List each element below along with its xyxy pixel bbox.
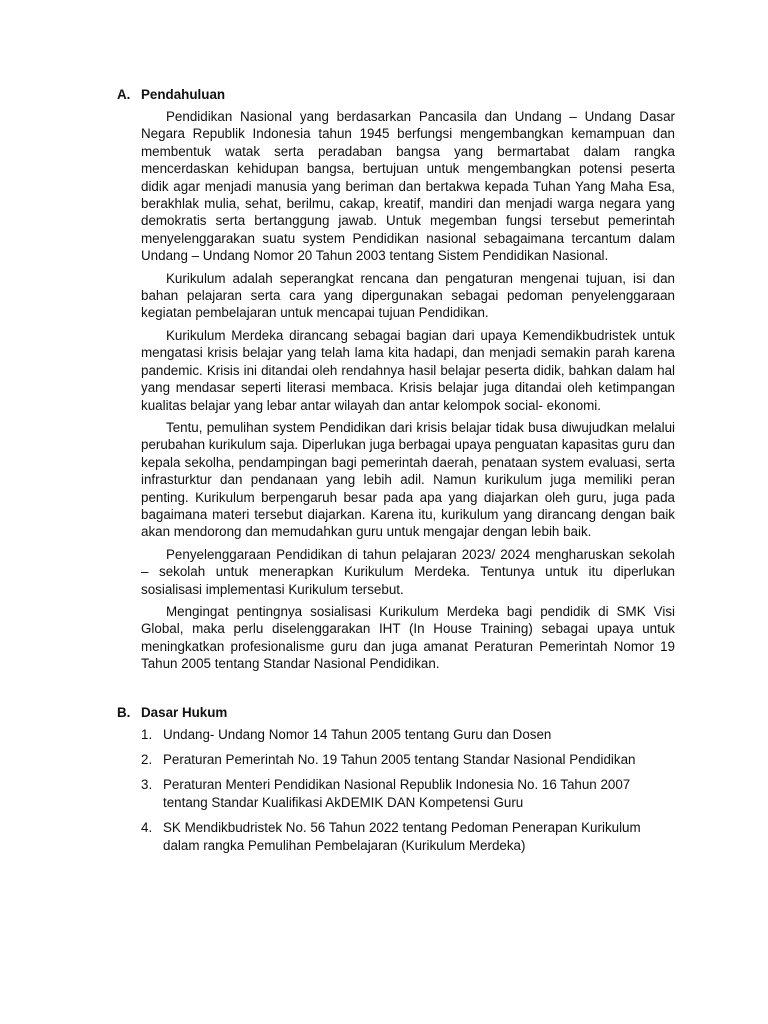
list-item-number: 3. (141, 777, 153, 793)
list-item-number: 4. (141, 820, 153, 836)
paragraph: Pendidikan Nasional yang berdasarkan Pancasila dan Undang – Undang Dasar Negara Republik Indonesia tahun 1945 berfungsi mengembangkan kemampuan dan membentuk watak serta peradaban bangsa yang bermartabat dalam rangka mencerdaskan kehidupan bangsa, bertujuan untuk mengembangkan potensi peserta didik agar menjadi manusia yang beriman dan bertakwa kepada Tuhan Yang Maha Esa, berakhlak mulia, sehat, berilmu, cakap, kreatif, mandiri dan menjadi warga negara yang demokratis serta bertanggung jawab. Untuk megemban fungsi tersebut pemerintah menyelenggarakan suatu system Pendidikan nasional sebagaimana tercantum dalam Undang – Undang Nomor 20 Tahun 2003 tentang Sistem Pendidikan Nasional. (141, 109, 675, 264)
legal-basis-list (141, 726, 675, 854)
list-item-number: 2. (141, 752, 153, 767)
list-item-number: 1. (141, 726, 153, 742)
section-heading-pendahuluan (117, 86, 675, 103)
section-body (141, 726, 675, 854)
section-title: Dasar Hukum (141, 704, 228, 720)
section-letter: A. (117, 87, 131, 102)
paragraph: Tentu, pemulihan system Pendidikan dari krisis belajar tidak busa diwujudkan melalui perubahan kurikulum saja. Diperlukan juga berbagai upaya penguatan kapasitas guru dan kepala sekolha, pendampingan bagi pemerintah daerah, penataan system evaluasi, serta infrasturktur dan pendanaan yang lebih adil. Namun kurikulum juga memiliki peran penting. Kurikulum berpengaruh besar pada apa yang diajarkan oleh guru, juga pada bagaimana materi tersebut diajarkan. Karena itu, kurikulum yang dirancang dengan baik akan mendorong dan memudahkan guru untuk mengajar dengan lebih baik. (141, 419, 675, 540)
list-item-text: SK Mendikbudristek No. 56 Tahun 2022 tentang Pedoman Penerapan Kurikulum dalam rangka Pemulihan Pembelajaran (Kurikulum Merdeka) (163, 820, 641, 853)
list-item-text: Peraturan Menteri Pendidikan Nasional Republik Indonesia No. 16 Tahun 2007 tentang Standar Kualifikasi AkDEMIK DAN Kompetensi Guru (163, 777, 631, 810)
section-dasar-hukum (117, 704, 675, 854)
list-item-text: Undang- Undang Nomor 14 Tahun 2005 tentang Guru dan Dosen (163, 726, 552, 742)
list-item (141, 819, 675, 854)
paragraph: Mengingat pentingnya sosialisasi Kurikulum Merdeka bagi pendidik di SMK Visi Global, maka perlu diselenggarakan IHT (In House Training) sebagai upaya untuk meningkatkan profesionalisme guru dan juga amanat Peraturan Pemerintah Nomor 19 Tahun 2005 tentang Standar Nasional Pendidikan. (141, 603, 675, 672)
section-heading-dasar-hukum (117, 704, 675, 721)
list-item (141, 726, 675, 743)
paragraph: Penyelenggaraan Pendidikan di tahun pelajaran 2023/ 2024 mengharuskan sekolah – sekolah untuk menerapkan Kurikulum Merdeka. Tentunya untuk itu diperlukan sosialisasi implementasi Kurikulum tersebut. (141, 546, 675, 597)
paragraph: Kurikulum adalah seperangkat rencana dan pengaturan mengenai tujuan, isi dan bahan pelajaran serta cara yang dipergunakan sebagai pedoman penyelenggaraan kegiatan pembelajaran untuk mencapai tujuan Pendidikan. (141, 270, 675, 321)
section-pendahuluan (117, 86, 675, 673)
section-letter: B. (117, 704, 131, 720)
section-body (141, 108, 675, 673)
list-item (141, 751, 675, 768)
list-item-text: Peraturan Pemerintah No. 19 Tahun 2005 tentang Standar Nasional Pendidikan (163, 752, 636, 767)
section-title: Pendahuluan (141, 87, 226, 102)
paragraph: Kurikulum Merdeka dirancang sebagai bagian dari upaya Kemendikbudristek untuk mengatasi krisis belajar yang telah lama kita hadapi, dan menjadi semakin parah karena pandemic. Krisis ini ditandai oleh rendahnya hasil belajar peserta didik, bahkan dalam hal yang mendasar seperti literasi membaca. Krisis belajar juga ditandai oleh ketimpangan kualitas belajar yang lebar antar wilayah dan antar kelompok social- ekonomi. (141, 327, 675, 413)
document-page (117, 86, 675, 862)
list-item (141, 776, 675, 811)
